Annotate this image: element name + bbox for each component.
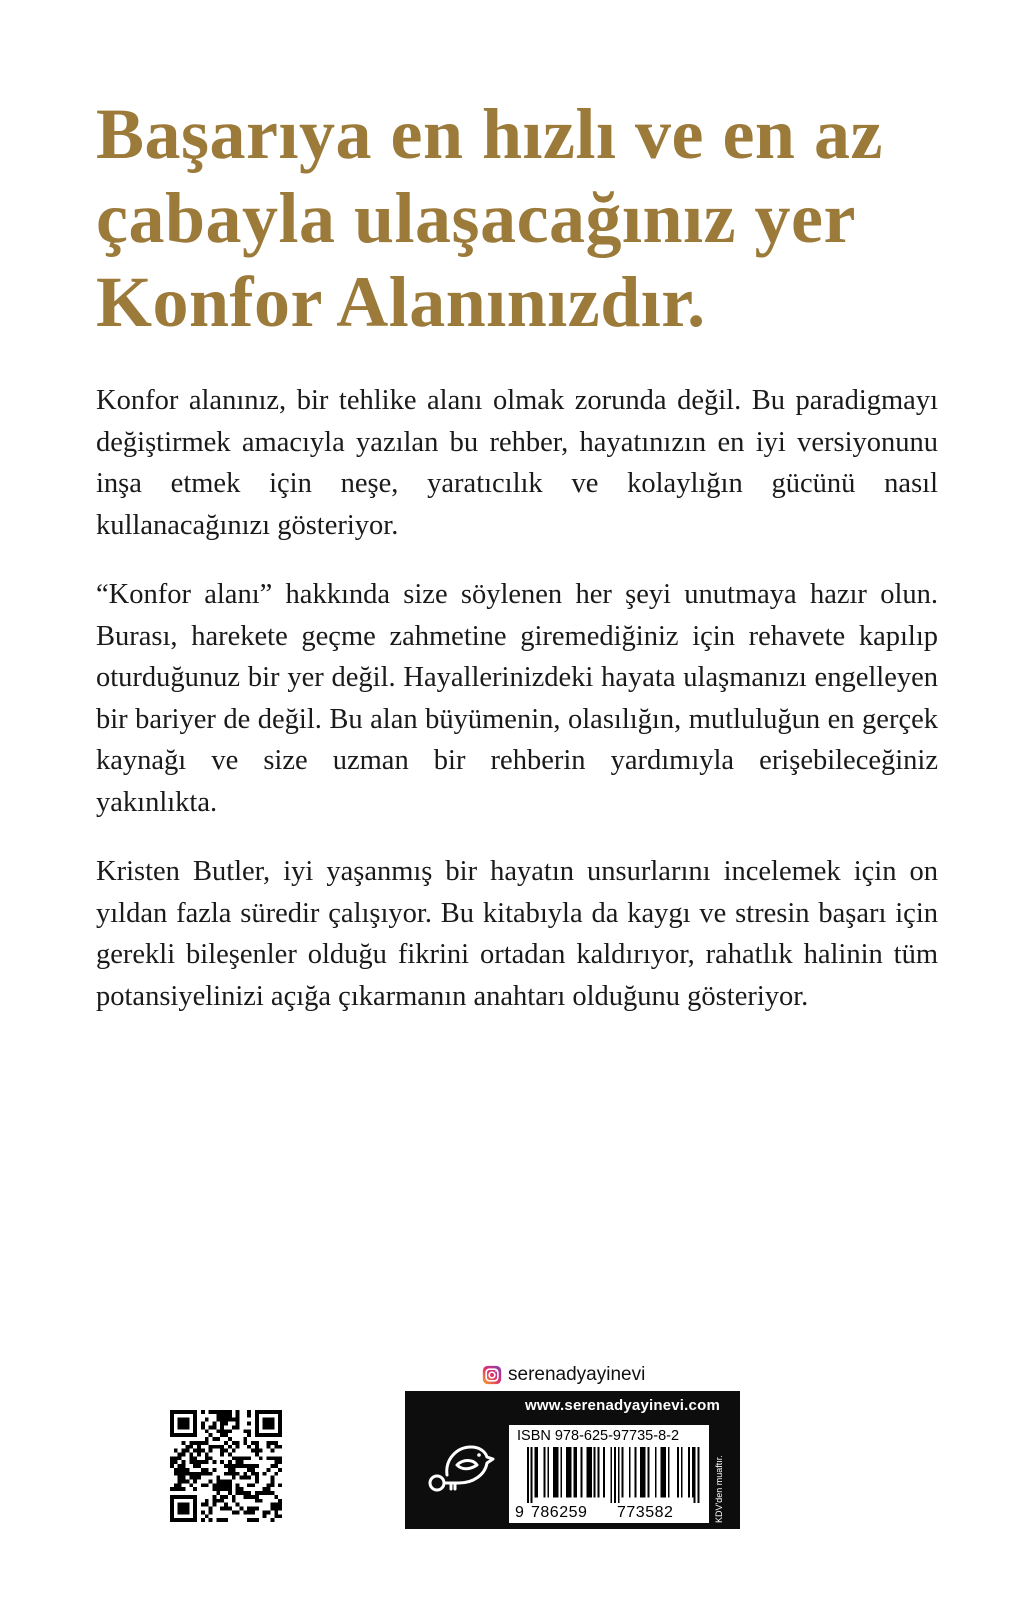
isbn-label: ISBN 978-625-97735-8-2 xyxy=(517,1428,680,1444)
barcode-digits-right: 773582 xyxy=(617,1504,674,1521)
headline xyxy=(96,92,956,344)
blurb-paragraph-3: Kristen Butler, iyi yaşanmış bir hayatın unsurlarını incelemek için on yıldan fazla süredir çalışıyor. Bu kitabıyla da kaygı ve stresin başarı için gerekli bileşenler olduğu fikrini ortadan kaldırıyor, rahatlık halinin tüm potansiyelinizi açığa çıkarmanın anahtarı olduğunu gösteriyor. xyxy=(96,856,938,1012)
headline-line-1: Başarıya en hızlı ve en az xyxy=(96,94,883,174)
blurb-paragraph-2: “Konfor alanı” hakkında size söylenen her şeyi unutmaya hazır olun. Burası, harekete geçme zahmetine giremediğiniz için rehavete kapılıp oturduğunuz bir yer değil. Hayallerinizdeki hayata ulaşmanızı engelleyen bir bariyer de değil. Bu alan büyümenin, olasılığın, mutluluğun en gerçek kaynağı ve size uzman bir rehberin yardımıyla erişebileceğiniz yakınlıkta. xyxy=(96,579,938,818)
blurb-text xyxy=(96,380,938,1045)
instagram-icon xyxy=(482,1365,502,1385)
instagram-handle-row xyxy=(482,1362,645,1388)
vat-exempt-note: KDV'den muaftır. xyxy=(714,1455,724,1523)
barcode-digits-left: 786259 xyxy=(531,1504,588,1521)
blurb-paragraph-1: Konfor alanınız, bir tehlike alanı olmak zorunda değil. Bu paradigmayı değiştirmek amacıyla yazılan bu rehber, hayatınızın en iyi versiyonunu inşa etmek için neşe, yaratıcılık ve kolaylığın gücünü nasıl kullanacağınızı gösteriyor. xyxy=(96,385,938,541)
instagram-handle: serenadyayinevi xyxy=(508,1364,646,1385)
barcode-icon xyxy=(527,1447,703,1503)
publisher-website: www.serenadyayinevi.com xyxy=(525,1397,720,1414)
barcode-first-digit: 9 xyxy=(515,1504,525,1521)
bird-key-icon xyxy=(423,1435,495,1499)
isbn-panel xyxy=(509,1425,709,1523)
qr-code-icon xyxy=(170,1410,282,1522)
headline-line-2: çabayla ulaşacağınız yer xyxy=(96,178,856,258)
publisher-box xyxy=(405,1391,740,1529)
headline-line-3: Konfor Alanınızdır. xyxy=(96,262,706,342)
